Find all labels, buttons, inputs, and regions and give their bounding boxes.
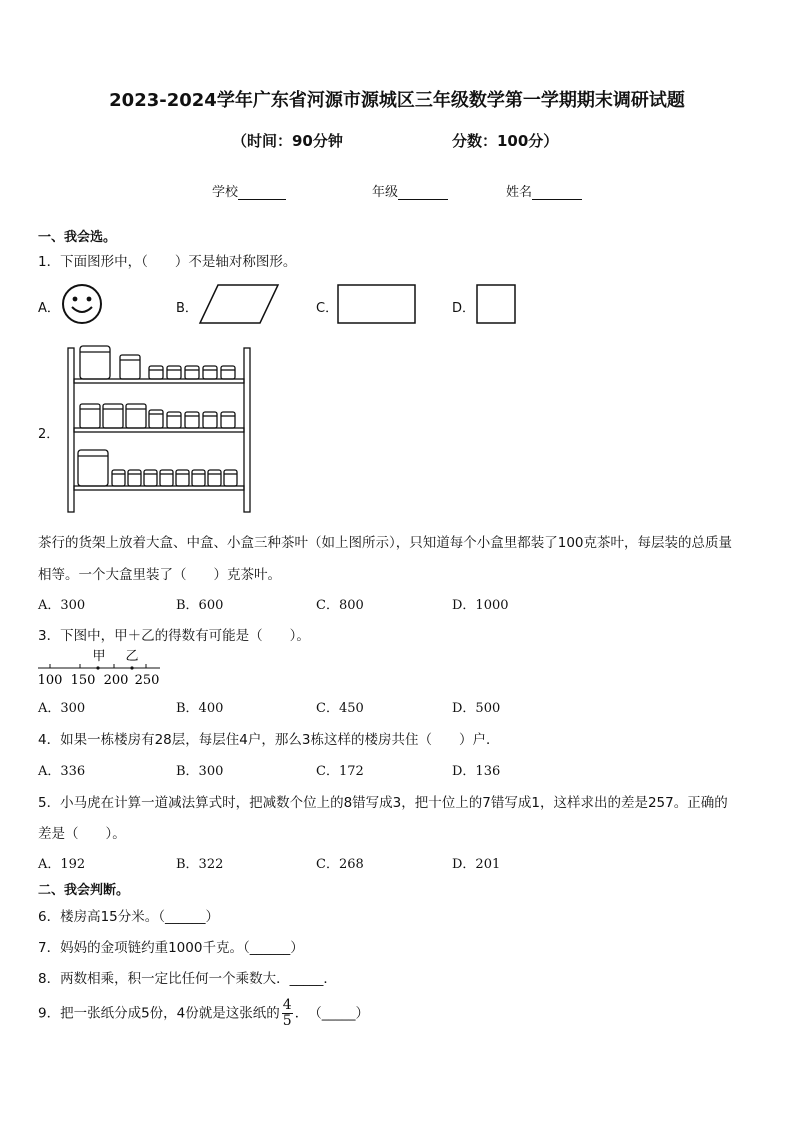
mark-jia: 甲 xyxy=(92,649,106,664)
q1-option-b[interactable]: B． xyxy=(176,301,198,316)
q9-fraction xyxy=(282,998,293,1029)
fraction-denominator: 5 xyxy=(282,1013,292,1029)
q4-option-d[interactable]: D．136 xyxy=(452,764,501,779)
section2-title: 二、我会判断。 xyxy=(38,883,130,898)
rectangle-shape xyxy=(337,284,417,325)
q9-line xyxy=(38,998,369,1029)
q5-option-d[interactable]: D．201 xyxy=(452,857,501,872)
q4-option-c[interactable]: C．172 xyxy=(316,764,364,779)
q1-option-c[interactable]: C． xyxy=(316,301,339,316)
square-shape xyxy=(476,284,518,325)
exam-time: （时间：90分钟 xyxy=(232,132,343,150)
school-label: 学校 xyxy=(212,185,239,200)
q2-option-a[interactable]: A．300 xyxy=(38,598,86,613)
tea-shelf-figure xyxy=(64,342,256,514)
q3-option-d[interactable]: D．500 xyxy=(452,701,501,716)
q1-option-d[interactable]: D． xyxy=(452,301,476,316)
q3-option-a[interactable]: A．300 xyxy=(38,701,86,716)
q5-text-line2: 差是（ ）。 xyxy=(38,826,126,842)
q2-number: 2． xyxy=(38,427,60,442)
q4-option-a[interactable]: A．336 xyxy=(38,764,86,779)
school-field xyxy=(212,181,286,200)
q1-option-a[interactable]: A． xyxy=(38,301,60,316)
grade-blank[interactable] xyxy=(398,185,448,200)
q2-option-c[interactable]: C．800 xyxy=(316,598,364,613)
q2-option-d[interactable]: D．1000 xyxy=(452,598,509,613)
tick-label-200: 200 xyxy=(103,673,129,688)
q3-text: 3．下图中，甲＋乙的得数有可能是（ ）。 xyxy=(38,628,310,644)
q9-text-before: 9．把一张纸分成5份，4份就是这张纸的 xyxy=(38,1005,280,1022)
q3-option-b[interactable]: B．400 xyxy=(176,701,224,716)
page-title: 2023-2024学年广东省河源市源城区三年级数学第一学期期末调研试题 xyxy=(109,90,685,111)
q3-option-c[interactable]: C．450 xyxy=(316,701,364,716)
q5-option-a[interactable]: A．192 xyxy=(38,857,86,872)
q6-text: 6．楼房高15分米。（______） xyxy=(38,909,220,925)
name-field xyxy=(506,181,582,200)
section1-title: 一、我会选。 xyxy=(38,230,117,245)
tick-label-100: 100 xyxy=(37,673,63,688)
q2-option-b[interactable]: B．600 xyxy=(176,598,224,613)
q2-text-line1: 茶行的货架上放着大盒、中盒、小盒三种茶叶（如上图所示），只知道每个小盒里都装了100克茶叶，每层装的总质量 xyxy=(38,535,733,551)
q4-option-b[interactable]: B．300 xyxy=(176,764,224,779)
number-line-figure xyxy=(36,646,164,688)
exam-score: 分数：100分） xyxy=(452,132,559,150)
q5-text-line1: 5．小马虎在计算一道减法算式时，把减数个位上的8错写成3，把十位上的7错写成1，这样求出的差是257。正确的 xyxy=(38,795,728,811)
tick-label-250: 250 xyxy=(134,673,160,688)
name-label: 姓名 xyxy=(506,185,533,200)
q5-option-c[interactable]: C．268 xyxy=(316,857,364,872)
tick-label-150: 150 xyxy=(70,673,96,688)
q5-option-b[interactable]: B．322 xyxy=(176,857,224,872)
q2-text-line2: 相等。一个大盒里装了（ ）克茶叶。 xyxy=(38,567,281,583)
smiley-face-icon xyxy=(60,282,104,326)
school-blank[interactable] xyxy=(238,185,286,200)
q4-text: 4．如果一栋楼房有28层，每层住4户，那么3栋这样的楼房共住（ ）户． xyxy=(38,732,500,748)
q9-text-after: ． （_____） xyxy=(294,1005,369,1022)
grade-field xyxy=(372,181,448,200)
grade-label: 年级 xyxy=(372,185,399,200)
q1-text: 1．下面图形中，（ ）不是轴对称图形。 xyxy=(38,254,297,270)
name-blank[interactable] xyxy=(532,185,582,200)
mark-yi: 乙 xyxy=(125,649,139,664)
q7-text: 7．妈妈的金项链约重1000千克。（______） xyxy=(38,940,304,956)
q8-text: 8．两数相乘，积一定比任何一个乘数大．_____． xyxy=(38,971,337,987)
fraction-numerator: 4 xyxy=(282,997,292,1013)
parallelogram-shape xyxy=(198,283,280,325)
